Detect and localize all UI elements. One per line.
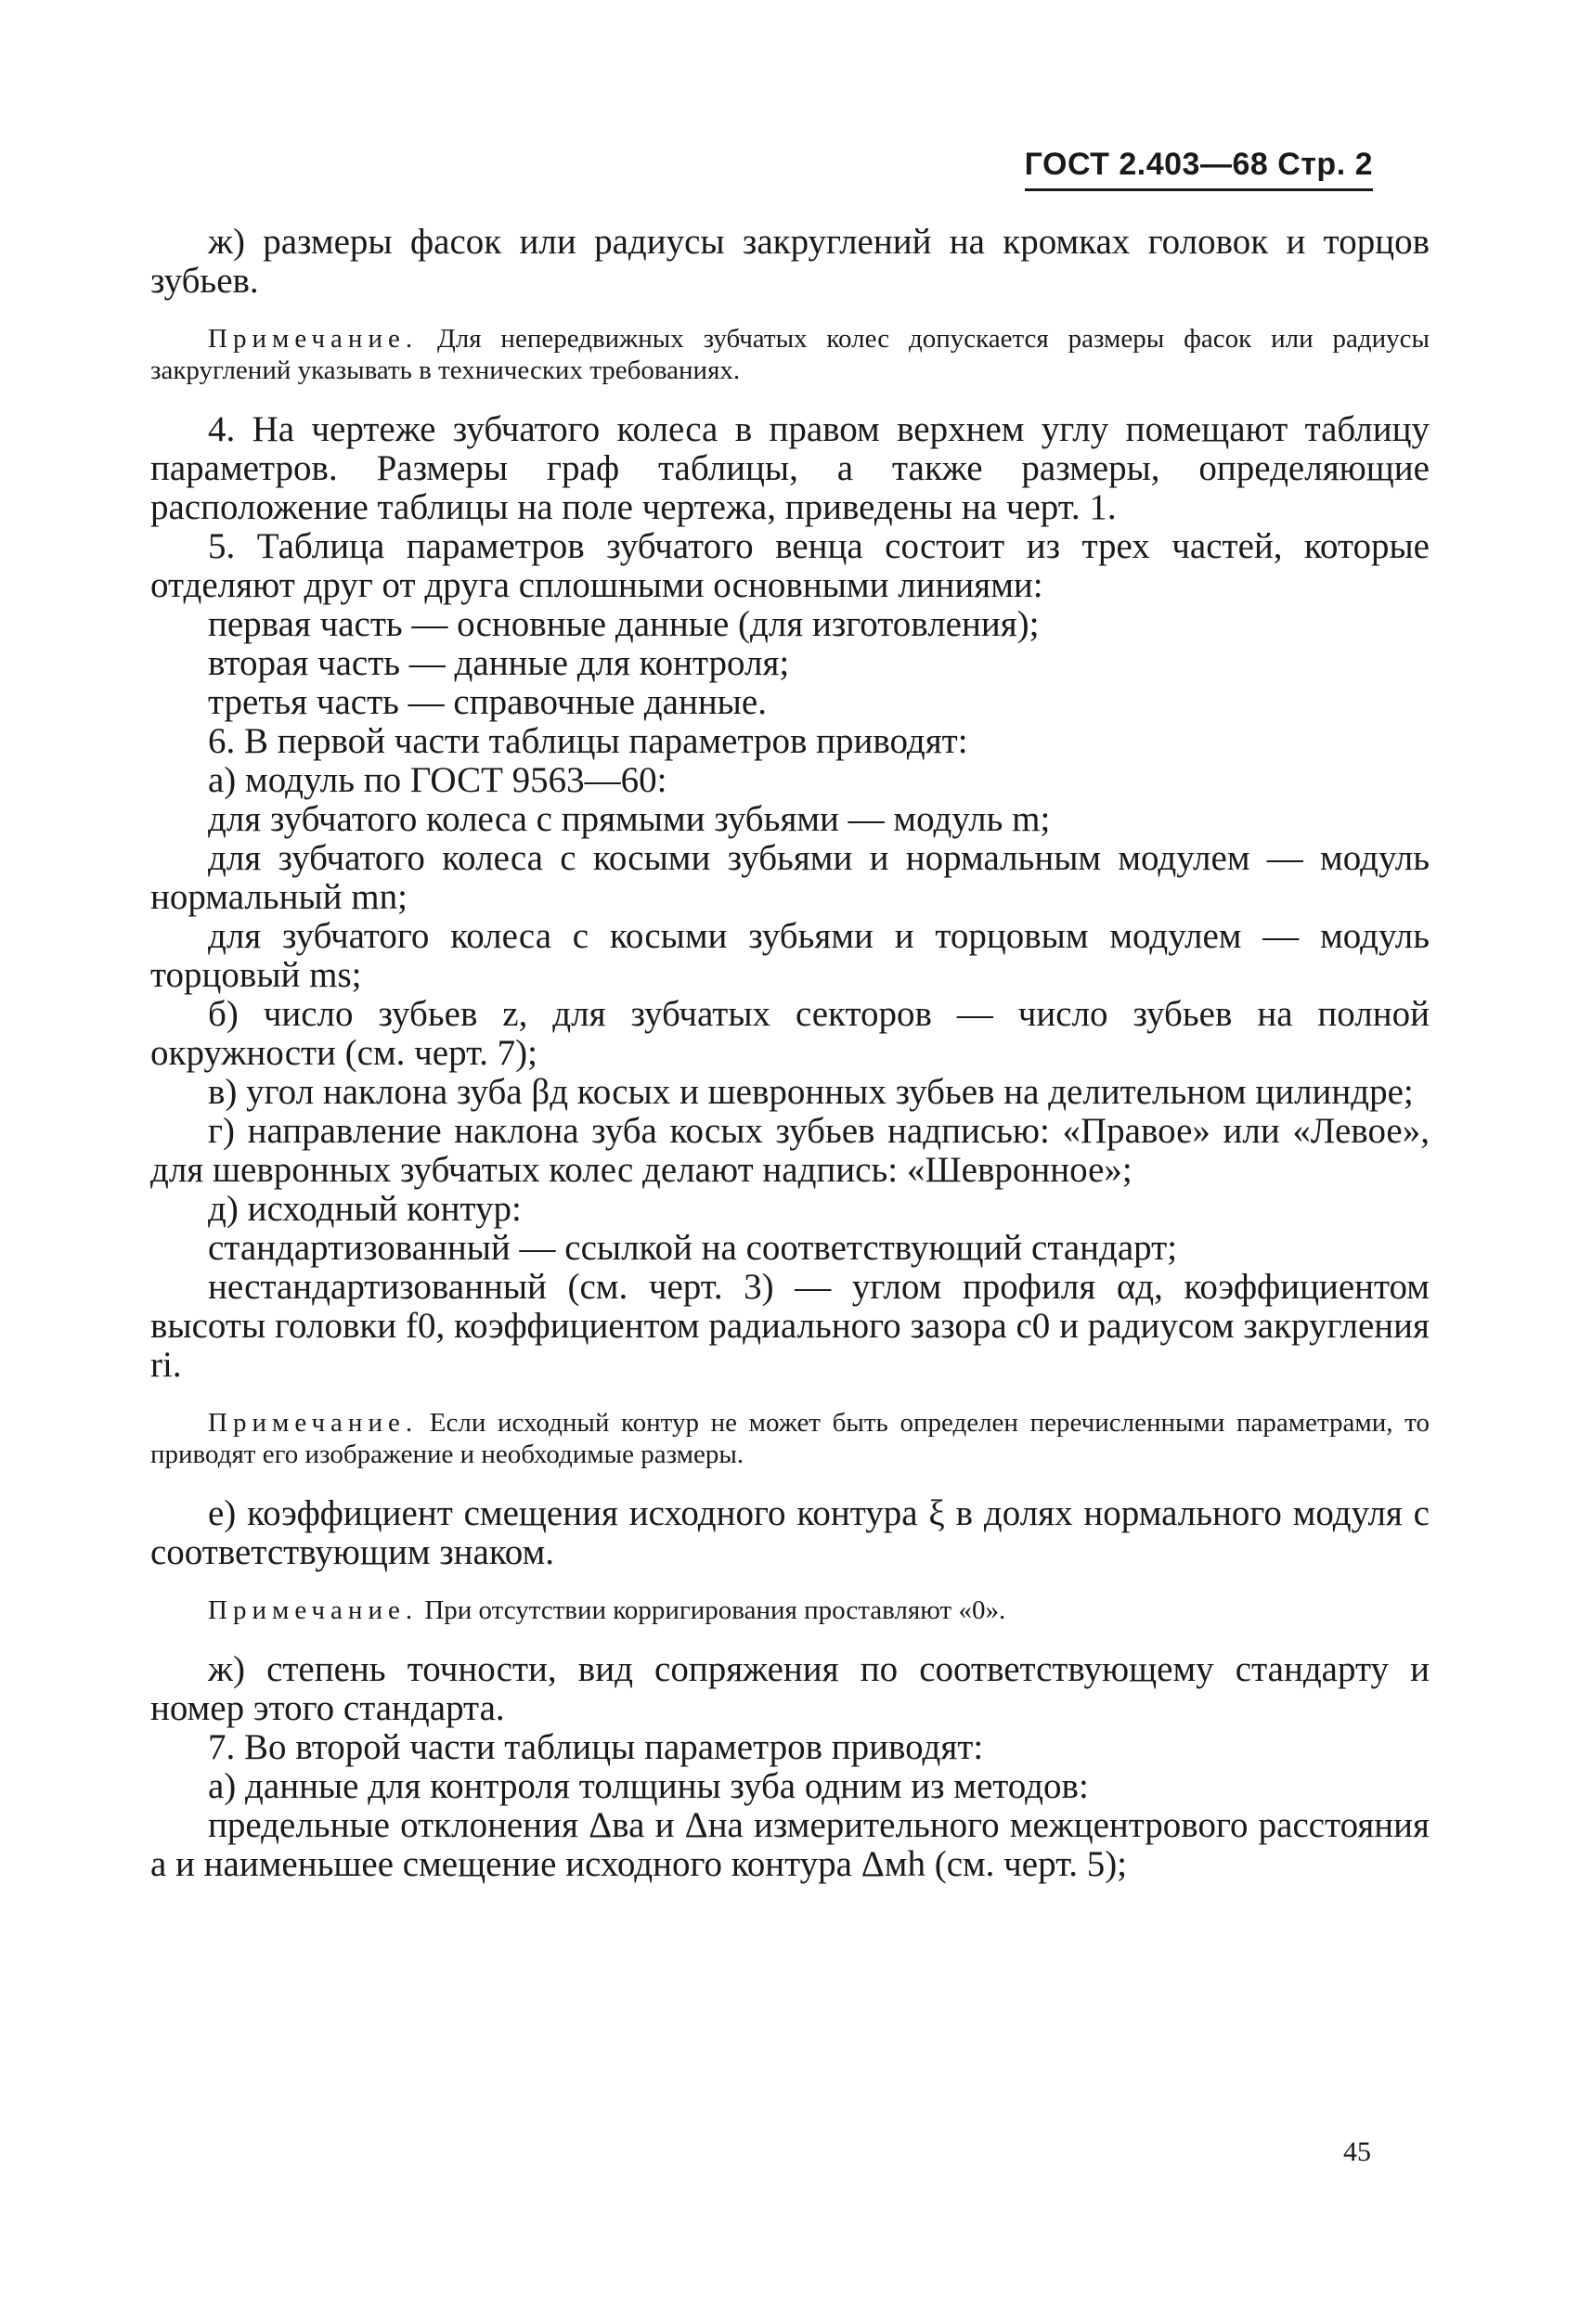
paragraph: стандартизованный — ссылкой на соответствующий стандарт;: [208, 1228, 1178, 1268]
note-label: Примечание.: [208, 1408, 419, 1438]
paragraph: г) направление наклона зуба косых зубьев надписью: «Правое» или «Левое», для шевронных зубчатых колес делают надпись: «Шевронное»;: [150, 1111, 1430, 1190]
paragraph: для зубчатого колеса с прямыми зубьями — модуль m;: [208, 799, 1051, 839]
note: [150, 323, 1430, 386]
note-text: Если исходный контур не может быть определен перечисленными параметрами, то приводят его изображение и необходимые размеры.: [150, 1408, 1430, 1469]
paragraph: д) исходный контур:: [208, 1189, 522, 1229]
paragraph: для зубчатого колеса с косыми зубьями и нормальным модулем — модуль нормальный mn;: [150, 838, 1430, 917]
paragraph: 6. В первой части таблицы параметров приводят:: [208, 721, 968, 761]
paragraph: вторая часть — данные для контроля;: [208, 643, 790, 683]
note-text: При отсутствии корригирования проставляют «0».: [418, 1595, 1006, 1625]
paragraph: 7. Во второй части таблицы параметров приводят:: [208, 1727, 984, 1767]
note-label: Примечание.: [208, 1595, 419, 1625]
paragraph: ж) размеры фасок или радиусы закруглений на кромках головок и торцов зубьев.: [150, 222, 1430, 301]
paragraph: б) число зубьев z, для зубчатых секторов — число зубьев на полной окружности (см. черт. 7);: [150, 994, 1430, 1073]
paragraph: первая часть — основные данные (для изготовления);: [208, 604, 1040, 644]
paragraph: 5. Таблица параметров зубчатого венца состоит из трех частей, которые отделяют друг от друга сплошными основными линиями:: [150, 526, 1430, 605]
page-header: ГОСТ 2.403—68 Стр. 2: [1025, 147, 1373, 191]
paragraph: а) данные для контроля толщины зуба одним из методов:: [208, 1766, 1089, 1806]
note-label: Примечание.: [208, 324, 419, 354]
page-body: [150, 223, 1430, 1884]
note-text: Для непередвижных зубчатых колес допускается размеры фасок или радиусы закруглений указывать в технических требованиях.: [150, 324, 1430, 385]
note: [150, 1595, 1430, 1626]
paragraph: третья часть — справочные данные.: [208, 682, 767, 722]
paragraph: ж) степень точности, вид сопряжения по соответствующему стандарту и номер этого стандарта.: [150, 1649, 1430, 1728]
note: [150, 1407, 1430, 1470]
page-number: 45: [1343, 2137, 1371, 2167]
paragraph: предельные отклонения Δва и Δна измерительного межцентрового расстояния a и наименьшее смещение исходного контура Δмh (см. черт. 5);: [150, 1805, 1430, 1884]
paragraph: е) коэффициент смещения исходного контура ξ в долях нормального модуля с соответствующим знаком.: [150, 1493, 1430, 1572]
paragraph: для зубчатого колеса с косыми зубьями и торцовым модулем — модуль торцовый ms;: [150, 916, 1430, 995]
paragraph: 4. На чертеже зубчатого колеса в правом верхнем углу помещают таблицу параметров. Размеры граф таблицы, а также размеры, определяющие расположение таблицы на поле чертежа, приведены на черт. 1.: [150, 409, 1430, 527]
paragraph: а) модуль по ГОСТ 9563—60:: [208, 760, 667, 800]
paragraph: нестандартизованный (см. черт. 3) — углом профиля αд, коэффициентом высоты головки f0, коэффициентом радиального зазора c0 и радиусом закругления ri.: [150, 1267, 1430, 1385]
paragraph: в) угол наклона зуба βд косых и шевронных зубьев на делительном цилиндре;: [208, 1072, 1414, 1112]
